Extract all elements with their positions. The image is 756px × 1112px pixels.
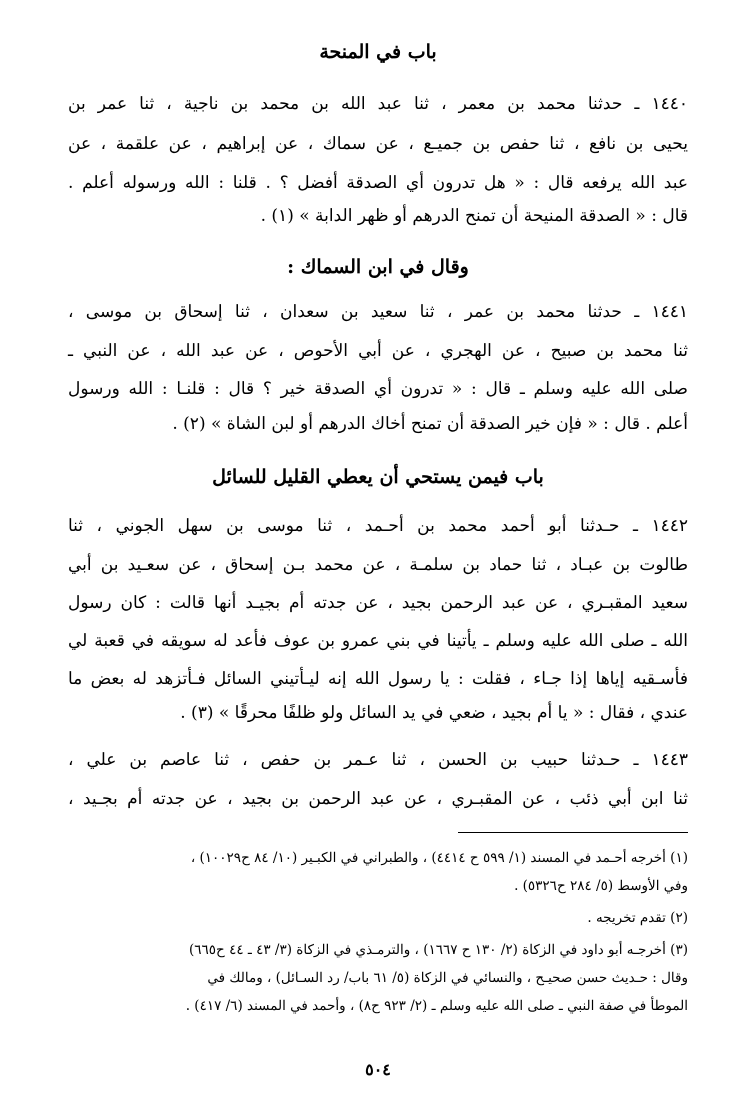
footnote-line: وقال : حـديث حسن صحيـح ، والنسائي في الزكاة (٥/ ٦١ باب/ رد السـائل) ، ومالك في xyxy=(207,970,688,986)
footnote-line: الموطأ في صفة النبي ـ صلى الله عليه وسلم ـ (٢/ ٩٢٣ ح٨) ، وأحمد في المسند (٦/ ٤١٧) . xyxy=(185,998,688,1014)
text-line: ١٤٤٢ ـ حـدثنا أبو أحمد محمد بن أحـمد ، ثنا موسى بن سهل الجوني ، ثنا xyxy=(68,516,688,536)
text-line: فأسـقيه إياها إذا جـاء ، فقلت : يا رسول الله إنه ليـأتيني السائل فـأتزهد له بعض ما xyxy=(68,669,688,689)
footnote-divider xyxy=(458,832,688,833)
text-line: أعلم . قال : « فإن خير الصدقة أن تمنح أخاك الدرهم أو لبن الشاة » (٢) . xyxy=(172,414,688,434)
section-heading: وقال في ابن السماك : xyxy=(287,256,469,278)
footnote-line: (٣) أخرجـه أبو داود في الزكاة (٢/ ١٣٠ ح ١٦٦٧) ، والترمـذي في الزكاة (٣/ ٤٣ ـ ٤٤ ح٦٦٥) xyxy=(189,942,688,958)
text-line: ١٤٤١ ـ حدثنا محمد بن عمر ، ثنا سعيد بن سعدان ، ثنا إسحاق بن موسى ، xyxy=(68,302,688,322)
text-line: قال : « الصدقة المنيحة أن تمنح الدرهم أو ظهر الدابة » (١) . xyxy=(260,206,688,226)
text-line: ثنا ابن أبي ذئب ، عن المقبـري ، عن عبد الرحمن بن بجيد ، عن جدته أم بجـيد ، xyxy=(68,789,688,809)
text-line: ١٤٤٠ ـ حدثنا محمد بن معمر ، ثنا عبد الله بن محمد بن ناجية ، ثنا عمر بن xyxy=(68,94,688,114)
text-line: سعيد المقبـري ، عن عبد الرحمن بجيد ، عن جدته أم بجيـد أنها قالت : كان رسول xyxy=(68,593,688,613)
text-line: عبد الله يرفعه قال : « هل تدرون أي الصدقة أفضل ؟ . قلنا : الله ورسوله أعلم . xyxy=(68,173,688,193)
section-heading: باب في المنحة xyxy=(319,41,437,63)
footnote-line: وفي الأوسط (٥/ ٢٨٤ ح٥٣٢٦) . xyxy=(514,878,688,894)
footnote-line: (٢) تقدم تخريجه . xyxy=(587,910,688,926)
section-heading: باب فيمن يستحي أن يعطي القليل للسائل xyxy=(212,466,544,488)
text-line: طالوت بن عبـاد ، ثنا حماد بن سلمـة ، عن محمد بـن إسحاق ، عن سعـيد بن أبي xyxy=(68,555,688,575)
text-line: يحيى بن نافع ، ثنا حفص بن جميـع ، عن سماك ، عن إبراهيم ، عن علقمة ، عن xyxy=(68,134,688,154)
text-line: عندي ، فقال : « يا أم بجيد ، ضعي في يد السائل ولو ظلفًا محرقًا » (٣) . xyxy=(180,703,688,723)
text-line: صلى الله عليه وسلم ـ قال : « تدرون أي الصدقة خير ؟ قال : قلنـا : الله ورسول xyxy=(68,379,688,399)
text-line: الله ـ صلى الله عليه وسلم ـ يأتينا في بني عمرو بن عوف فأعد له سويقه في قعبة لي xyxy=(68,631,688,651)
page-number: ٥٠٤ xyxy=(365,1060,391,1079)
text-line: ١٤٤٣ ـ حـدثنا حبيب بن الحسن ، ثنا عـمر بن حفص ، ثنا عاصم بن علي ، xyxy=(68,750,688,770)
text-line: ثنا محمد بن صبيح ، عن الهجري ، عن أبي الأحوص ، عن عبد الله ، عن النبي ـ xyxy=(68,341,688,361)
footnote-line: (١) أخرجه أحـمد في المسند (١/ ٥٩٩ ح ٤٤١٤) ، والطبراني في الكبـير (١٠/ ٨٤ ح١٠٠٢٩) ، xyxy=(190,850,688,866)
